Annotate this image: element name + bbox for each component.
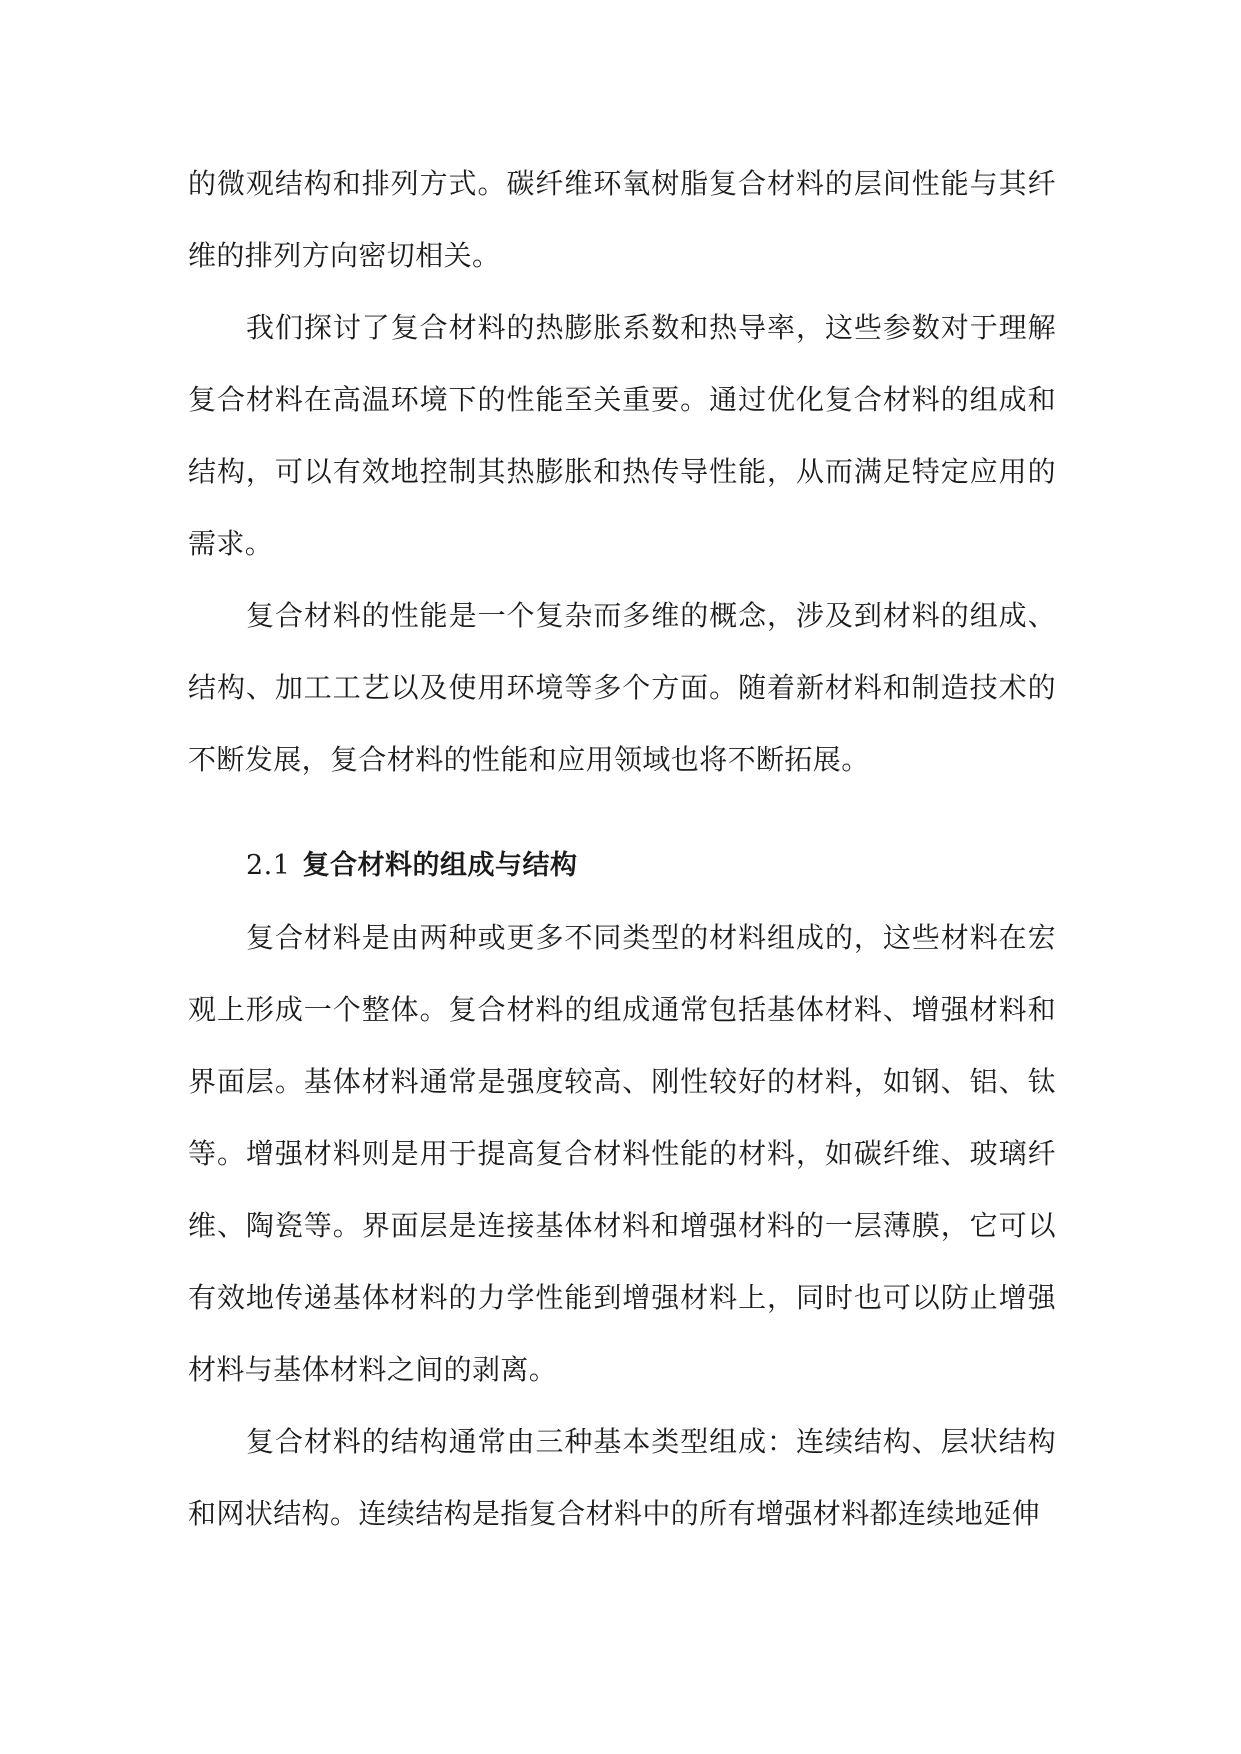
section-title: 复合材料的组成与结构 <box>302 850 578 881</box>
section-heading <box>188 830 1056 902</box>
paragraph-thermal-properties: 我们探讨了复合材料的热膨胀系数和热导率，这些参数对于理解复合材料在高温环境下的性能至关重要。通过优化复合材料的组成和结构，可以有效地控制其热膨胀和热传导性能，从而满足特定应用的需求。 <box>188 311 1056 560</box>
paragraph-composition: 复合材料是由两种或更多不同类型的材料组成的，这些材料在宏观上形成一个整体。复合材料的组成通常包括基体材料、增强材料和界面层。基体材料通常是强度较高、刚性较好的材料，如钢、铝、钛等。增强材料则是用于提高复合材料性能的材料，如碳纤维、玻璃纤维、陶瓷等。界面层是连接基体材料和增强材料的一层薄膜，它可以有效地传递基体材料的力学性能到增强材料上，同时也可以防止增强材料与基体材料之间的剥离。 <box>188 921 1056 1386</box>
paragraph-performance-summary: 复合材料的性能是一个复杂而多维的概念，涉及到材料的组成、结构、加工工艺以及使用环境等多个方面。随着新材料和制造技术的不断发展，复合材料的性能和应用领域也将不断拓展。 <box>188 599 1056 776</box>
paragraph-continued: 的微观结构和排列方式。碳纤维环氧树脂复合材料的层间性能与其纤维的排列方向密切相关。 <box>188 167 1056 272</box>
section-number: 2.1 <box>246 850 291 881</box>
paragraph-structure-types: 复合材料的结构通常由三种基本类型组成：连续结构、层状结构和网状结构。连续结构是指复合材料中的所有增强材料都连续地延伸 <box>188 1425 1056 1530</box>
document-body <box>188 148 1056 1550</box>
